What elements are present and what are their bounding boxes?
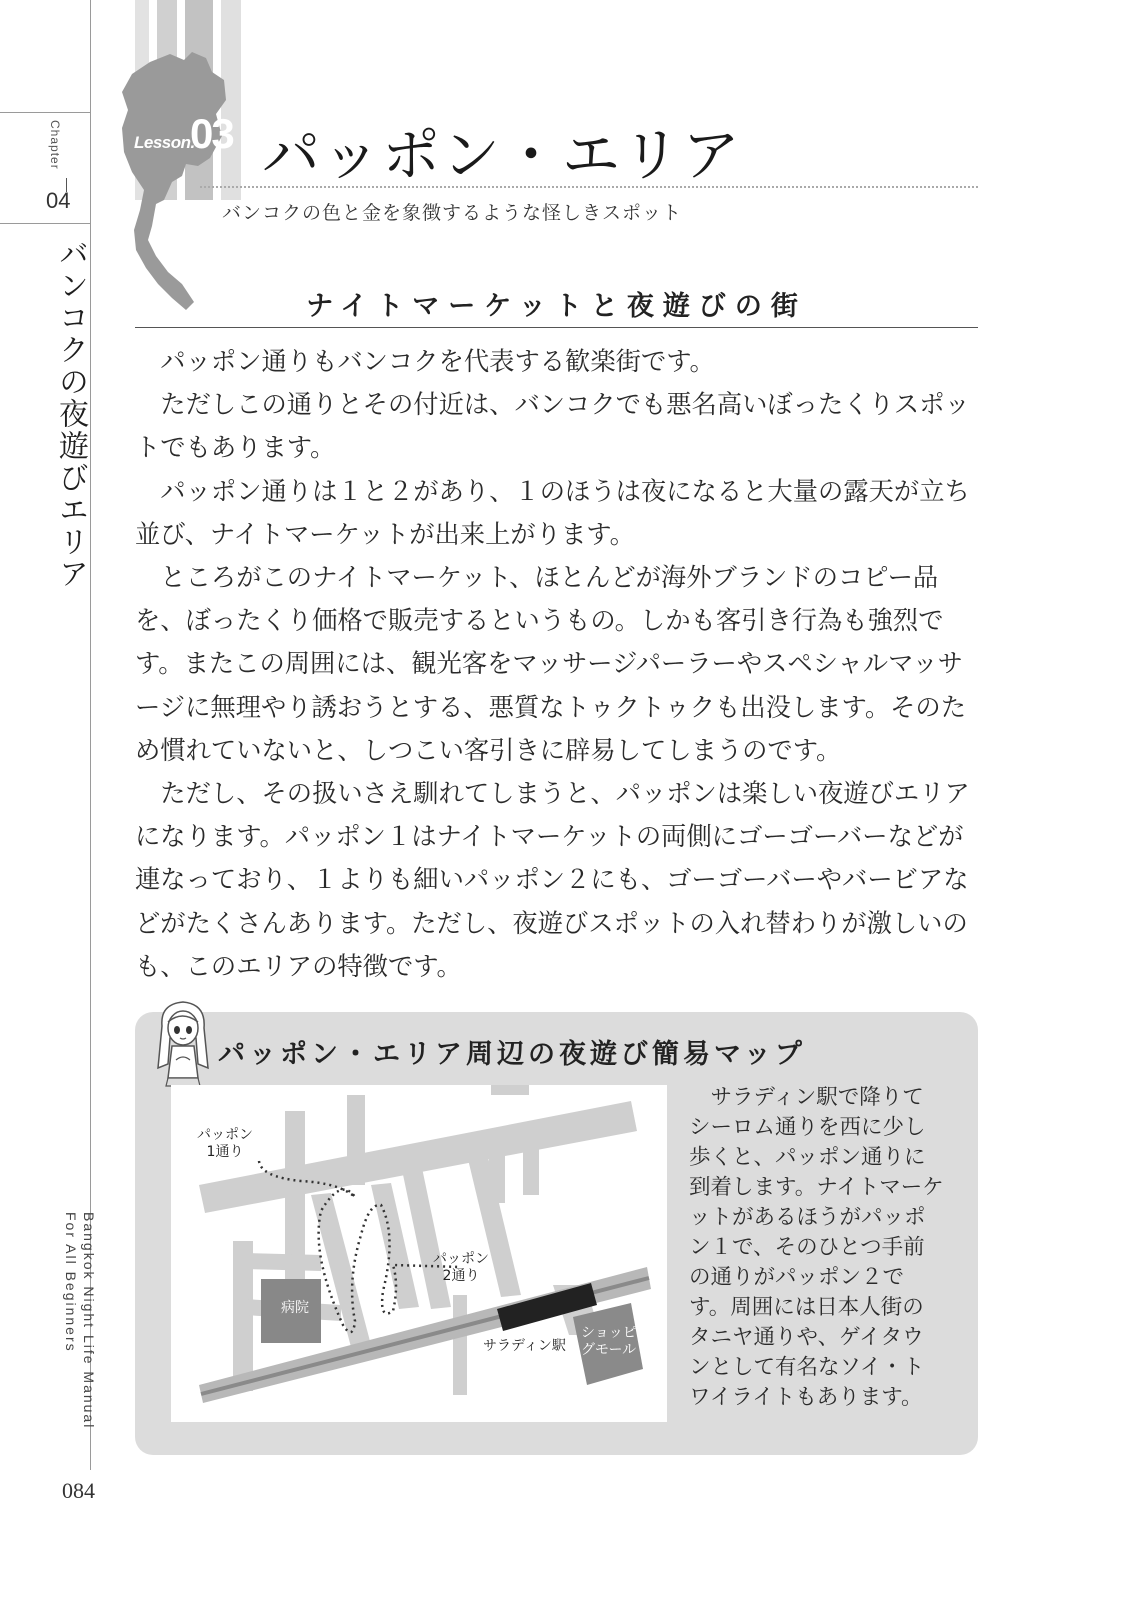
mall-label-line2: グモール (581, 1342, 637, 1358)
title-divider (200, 186, 978, 188)
paragraph: パッポン通りは１と２があり、１のほうは夜になると大量の露天が立ち並び、ナイトマーケットが出来上がります。 (135, 476, 970, 549)
paragraph: ただしこの通りとその付近は、バンコクでも悪名高いぼったくりスポットでもあります。 (135, 390, 970, 463)
patpong2-label-line1: パッポン (433, 1251, 489, 1267)
lesson-number: 03 (190, 110, 233, 157)
patpong2-label (433, 1251, 489, 1285)
page-subtitle: バンコクの色と金を象徴するような怪しきスポット (222, 202, 683, 224)
paragraph: ところがこのナイトマーケット、ほとんどが海外ブランドのコピー品を、ぼったくり価格で販売するというもの。しかも客引き行為も強烈です。またこの周囲には、観光客をマッサージパーラーやスペシャルマッサージに無理やり誘おうとする、悪質なトゥクトゥクも出没します。そのため慣れていないと、しつこい客引きに辟易してしまうのです。 (135, 563, 967, 765)
book-title-line-1: Bangkok Night Life Manual (81, 1212, 97, 1430)
lesson-label: Lesson. (134, 133, 195, 152)
section-heading: ナイトマーケットと夜遊びの街 (306, 291, 807, 322)
map-caption (689, 1083, 944, 1413)
patpong2-label-line2: 2通り (442, 1268, 480, 1284)
station-label: サラディン駅 (483, 1338, 566, 1354)
chapter-tab (0, 112, 90, 224)
chapter-number: 04 (46, 188, 71, 213)
map-title: パッポン・エリア周辺の夜遊び簡易マップ (218, 1039, 806, 1070)
book-title-line-2: For All Beginners (63, 1212, 79, 1353)
page-number: 084 (62, 1478, 95, 1503)
thailand-map-silhouette (112, 40, 232, 325)
street-map (171, 1085, 667, 1422)
patpong1-label-line2: 1通り (206, 1144, 244, 1160)
patpong1-label (197, 1127, 253, 1161)
mall-label-line1: ショッピン (581, 1325, 651, 1341)
chapter-label: Chapter (48, 120, 62, 170)
paragraph: パッポン通りもバンコクを代表する歓楽街です。 (160, 347, 715, 376)
patpong1-label-line1: パッポン (197, 1127, 253, 1143)
page-title: パッポン・エリア (262, 121, 743, 189)
book-title-vertical (62, 1212, 98, 1429)
mall-label (581, 1325, 651, 1359)
article-body (135, 340, 981, 988)
paragraph: ただし、その扱いさえ馴れてしまうと、パッポンは楽しい夜遊びエリアになります。パッポン１はナイトマーケットの両側にゴーゴーバーなどが連なっており、１よりも細いパッポン２にも、ゴーゴーバーやバービアなどがたくさんあります。ただし、夜遊びスポットの入れ替わりが激しいのも、このエリアの特徴です。 (135, 779, 970, 981)
streets (199, 1085, 637, 1395)
section-divider (135, 327, 978, 328)
hospital-label: 病院 (281, 1300, 309, 1316)
map-caption-text: サラディン駅で降りてシーロム通りを西に少し歩くと、パッポン通りに到着します。ナイトマーケットがあるほうがパッポン１で、そのひとつ手前の通りがパッポン２です。周囲には日本人街のタニヤ通りや、ゲイタウンとして有名なソイ・トワイライトもあります。 (689, 1085, 944, 1410)
chapter-side-title: バンコクの夜遊びエリア (53, 238, 88, 590)
